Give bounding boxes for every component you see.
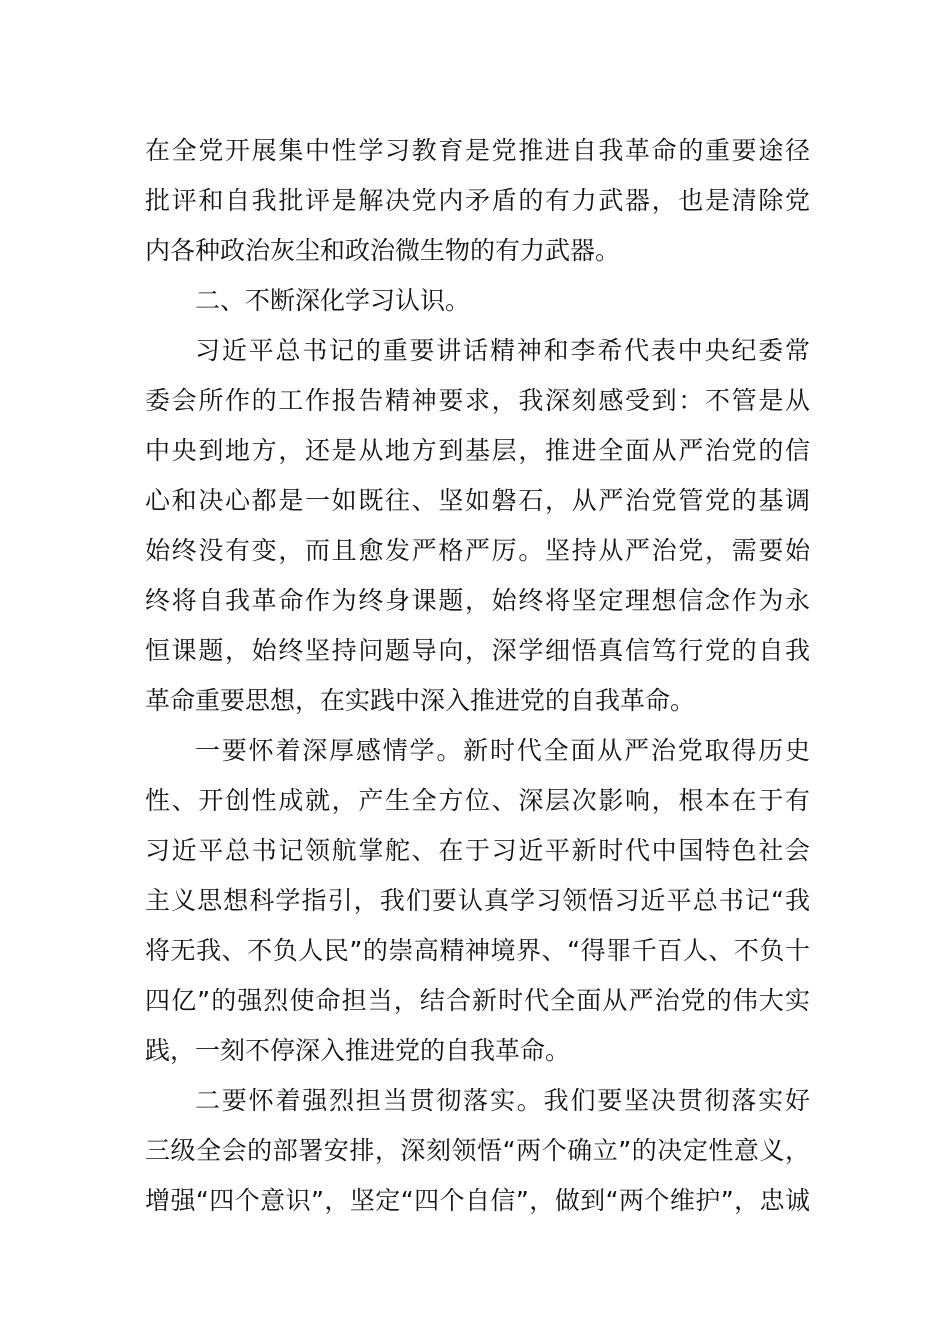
section-heading: 二、不断深化学习认识。 xyxy=(195,286,471,315)
text-line: 增强“四个意识”，坚定“四个自信”，做到“两个维护”，忠诚 xyxy=(145,1186,810,1215)
text-line: 四亿”的强烈使命担当，结合新时代全面从严治党的伟大实 xyxy=(145,986,810,1015)
text-line: 委会所作的工作报告精神要求，我深刻感受到：不管是从 xyxy=(145,386,810,415)
paragraph-start-line: 习近平总书记的重要讲话精神和李希代表中央纪委常 xyxy=(195,336,810,365)
text-line: 中央到地方，还是从地方到基层，推进全面从严治党的信 xyxy=(145,436,810,465)
text-line: 革命重要思想，在实践中深入推进党的自我革命。 xyxy=(145,686,696,715)
text-line: 在全党开展集中性学习教育是党推进自我革命的重要途径 xyxy=(145,136,810,165)
paragraph-start-line: 一要怀着深厚感情学。新时代全面从严治党取得历史 xyxy=(195,736,810,765)
text-line: 三级全会的部署安排，深刻领悟“两个确立”的决定性意义， xyxy=(145,1136,810,1165)
text-line: 始终没有变，而且愈发严格严厉。坚持从严治党，需要始 xyxy=(145,536,810,565)
text-line: 将无我、不负人民”的崇高精神境界、“得罪千百人、不负十 xyxy=(145,936,810,965)
paragraph-start-line: 二要怀着强烈担当贯彻落实。我们要坚决贯彻落实好 xyxy=(195,1086,810,1115)
text-line: 批评和自我批评是解决党内矛盾的有力武器，也是清除党 xyxy=(145,186,810,215)
text-line: 终将自我革命作为终身课题，始终将坚定理想信念作为永 xyxy=(145,586,810,615)
text-line: 性、开创性成就，产生全方位、深层次影响，根本在于有 xyxy=(145,786,810,815)
text-line: 恒课题，始终坚持问题导向，深学细悟真信笃行党的自我 xyxy=(145,636,810,665)
text-line: 心和决心都是一如既往、坚如磐石，从严治党管党的基调 xyxy=(145,486,810,515)
text-line: 主义思想科学指引，我们要认真学习领悟习近平总书记“我 xyxy=(145,886,810,915)
text-line: 内各种政治灰尘和政治微生物的有力武器。 xyxy=(145,236,621,265)
text-line: 践，一刻不停深入推进党的自我革命。 xyxy=(145,1036,571,1065)
document-body xyxy=(145,126,810,1226)
text-line: 习近平总书记领航掌舵、在于习近平新时代中国特色社会 xyxy=(145,836,810,865)
